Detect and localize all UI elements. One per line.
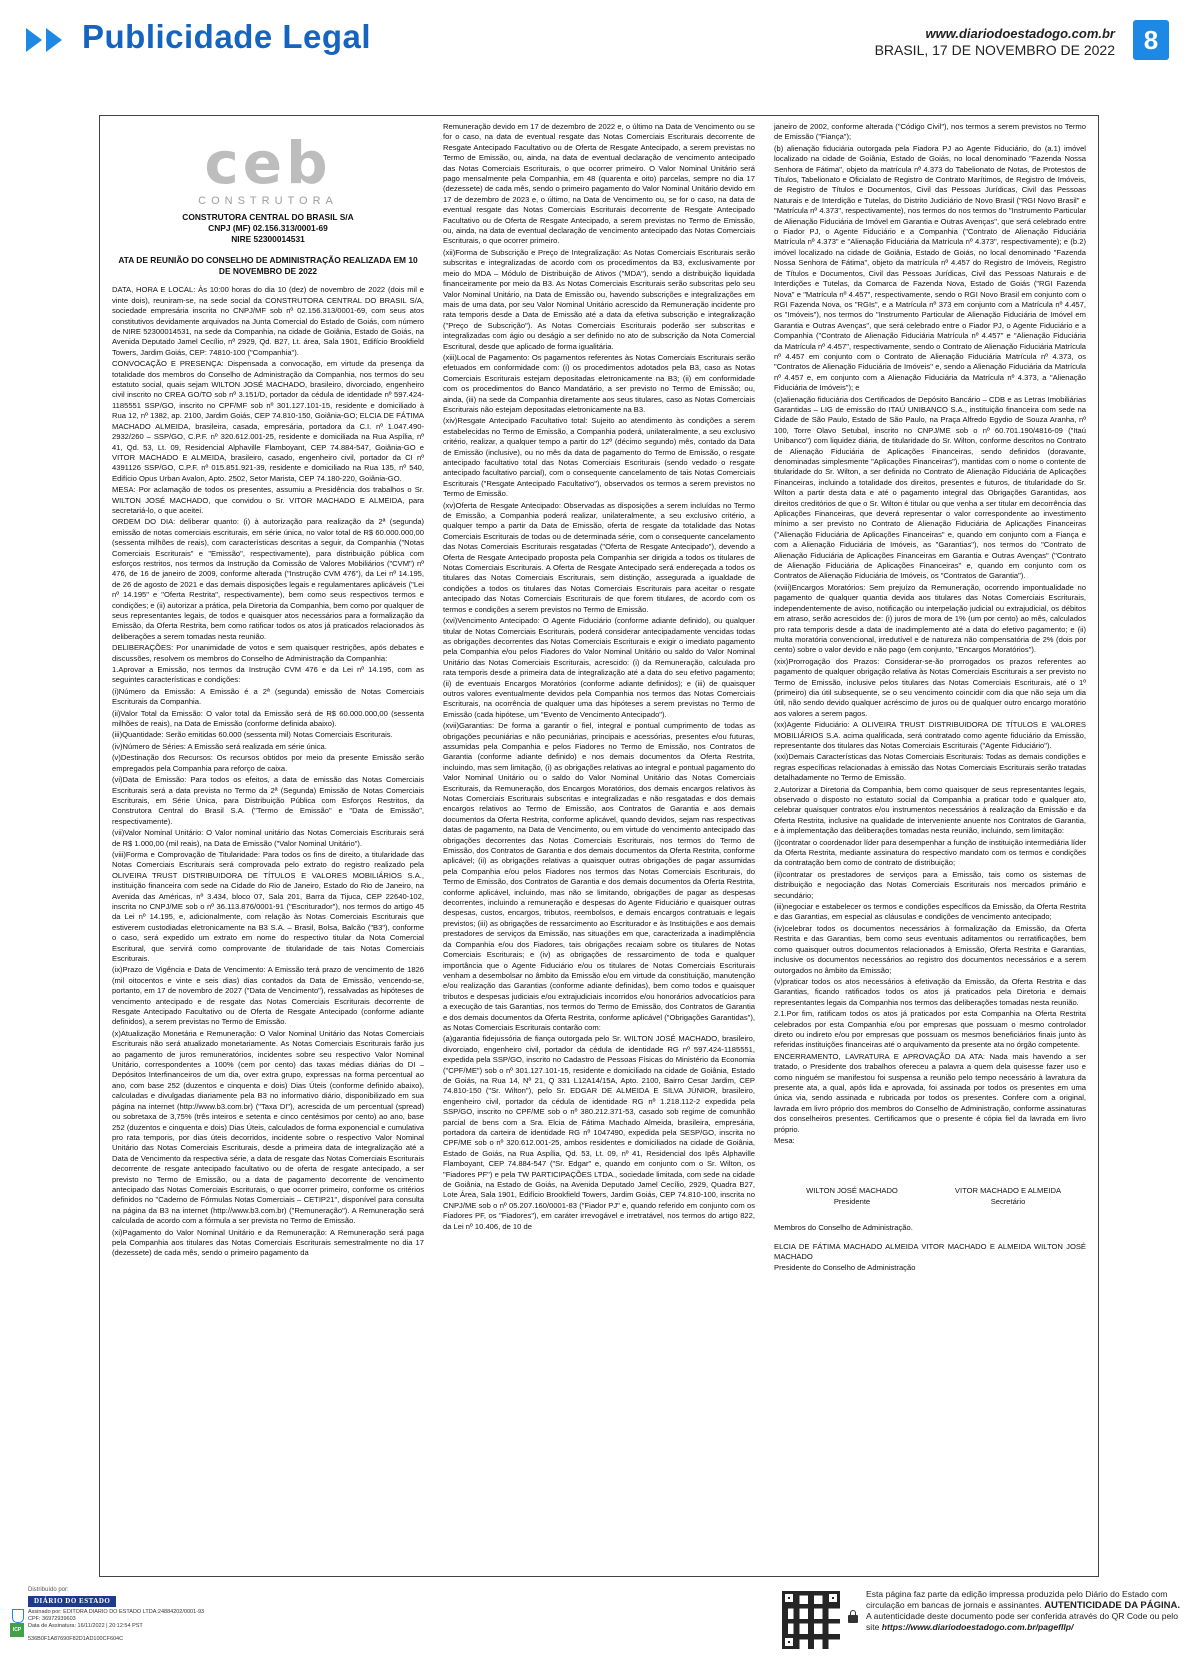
signed-by-label: Distribuído por: (28, 1587, 69, 1593)
paragraph: (x)Atualização Monetária e Remuneração: O Valor Nominal Unitário das Notas Comerciais Escriturais não será atualizado monetariamente. As Notas Comerciais Escriturais farão jus ao pagamento de juros remuneratórios, incidentes sobre seu respectivo Valor Nominal Unitário, correspondentes a 100% (cem por cento) das taxas médias diárias do DI – Depósitos Interfinanceiros de um dia, over extra grupo, expressas na forma percentual ao ano, com base 252 (duzentos e cinquenta e dois) Dias Úteis (conforme definido abaixo), calculadas e divulgadas diariamente pela B3 no informativo diário, disponibilizado em sua página na internet (http://www.b3.com.br) ("Taxa DI"), acrescida de um percentual (spread) ou sobretaxa de 3,75% (três inteiros e setenta e cinco centésimos por cento) ao ano, base 252 (duzentos e cinquenta e dois) Dias Úteis, calculados de forma exponencial e cumulativa pro rata temporis, por dias úteis decorridos, incidente sobre o respectivo Valor Nominal Unitário das Notas Comerciais Escriturais, desde a primeira data de integralização até a Data de Vencimento da respectiva série, a data de resgate das Notas Comerciais Escriturais decorrente de resgate antecipado facultativo ou de oferta de resgate antecipado, a ser previsto no Termo de Emissão, ou a data de pagamento decorrente de vencimento antecipado das Notas Comerciais Escriturais, o que ocorrer primeiro, conforme os critérios definidos no "Caderno de Fórmulas Notas Comerciais – CETIP21", disponível para consulta na página da B3 na internet (http://www.b3.com.br) ("Remuneração"). A Remuneração será calculada de acordo com a fórmula a ser prevista no Termo de Emissão. (112, 1028, 424, 1226)
authenticity-text (866, 1589, 1186, 1633)
column-3-text (774, 122, 1086, 1146)
paragraph: ORDEM DO DIA: deliberar quanto: (i) à autorização para realização da 2ª (segunda) emissão de notas comerciais escriturais, em série única, no valor total de R$ 60.000.000,00 (sessenta milhões de reais), com características descritas a seguir, da Companhia ("Notas Comerciais Escriturais" e "Emissão", respectivamente), para distribuição pública com esforços restritos, nos termos da Instrução da Comissão de Valores Mobiliários ("CVM") nº 476, de 16 de janeiro de 2009, conforme alterada ("Instrução CVM 476"), da Lei nº 14.195, de 26 de agosto de 2021 e das demais disposições legais e regulamentares aplicáveis ("Lei nº 14.195" e "Oferta Restrita", respectivamente), bem como seus respectivos termos e condições; e (ii) autorizar a prática, pela Diretoria da Companhia, bem como por qualquer de seus representantes legais, de todos e quaisquer atos necessários para a formalização da Emissão, da Oferta Restrita, bem como ratificar todos os atos já praticados relacionados às deliberações a serem tomadas nesta reunião. (112, 517, 424, 641)
paragraph: (ii)contratar os prestadores de serviços para a Emissão, tais como os sistemas de distribuição e negociação das Notas Comerciais Escriturais nos mercados primário e secundário; (774, 869, 1086, 900)
paragraph: (xxi)Demais Características das Notas Comerciais Escriturais: Todas as demais condições e regras específicas relacionadas à emissão das Notas Comerciais Escriturais serão tratadas detalhadamente no Termo de Emissão. (774, 752, 1086, 783)
signature-row (774, 1186, 1086, 1207)
section-title: Publicidade Legal (82, 18, 372, 55)
signature-name: WILTON JOSÉ MACHADO (806, 1186, 898, 1196)
ata-title: ATA DE REUNIÃO DO CONSELHO DE ADMINISTRAÇÃO REALIZADA EM 10 DE NOVEMBRO DE 2022 (118, 255, 418, 277)
signer-cpf: CPF: 36972939603 (28, 1616, 76, 1622)
paragraph: (xii)Forma de Subscrição e Preço de Integralização: As Notas Comerciais Escriturais serão subscritas e integralizadas de acordo com os procedimentos da B3, exclusivamente por meio do MDA – Módulo de Distribuição de Ativos ("MDA"), sendo a distribuição liquidada financeiramente por meio da B3. As Notas Comerciais Escriturais serão subscritas pelo seu Valor Nominal Unitário, na Data de Emissão ou, havendo subscrições e integralizações em mais de uma data, por seu Valor Nominal Unitário acrescido da Remuneração incidente pro rata temporis desde a Data de Emissão até a data da efetiva subscrição e integralização ("Preço de Subscrição"). As Notas Comerciais Escriturais poderão ser subscritas e integralizadas com ágio ou deságio a ser definido no ato de subscrição da Nota Comercial Escritural, desde que aplicado de forma igualitária. (443, 247, 755, 351)
page-header (0, 0, 1199, 92)
paragraph: janeiro de 2002, conforme alterada ("Código Civil"), nos termos a serem previstos no Termo de Emissão ("Fiança"); (774, 122, 1086, 142)
column-1 (112, 122, 424, 1570)
signer-line: Assinado por: EDITORA DIARIO DO ESTADO LTDA:24884202/0001-93 (28, 1609, 205, 1615)
company-nire: NIRE 52300014531 (231, 234, 305, 245)
paragraph: (xi)Pagamento do Valor Nominal Unitário e da Remuneração: A Remuneração será paga pela Companhia aos titulares das Notas Comerciais Escriturais semestralmente no dia 17 (dezessete) de cada mês, sendo o primeiro pagamento da (112, 1227, 424, 1258)
paragraph: (xx)Agente Fiduciário: A OLIVEIRA TRUST DISTRIBUIDORA DE TÍTULOS E VALORES MOBILIÁRIOS S.A. acima qualificada, será contratado como agente fiduciário da Emissão, representante dos titulares das Notas Comerciais Escriturais ("Agente Fiduciário"). (774, 720, 1086, 750)
paragraph: Mesa: (774, 1136, 795, 1145)
signature-secretary (938, 1186, 1078, 1207)
diario-do-estado-logo: DIÁRIO DO ESTADO (28, 1596, 116, 1607)
signature-date: Data de Assinatura: 16/11/2022 | 20:12:54 PST (28, 1623, 143, 1629)
members-names: ELCIA DE FÁTIMA MACHADO ALMEIDA VITOR MACHADO E ALMEIDA WILTON JOSÉ MACHADO (774, 1241, 1086, 1262)
qr-code[interactable] (782, 1591, 840, 1649)
logo-word: ceb (204, 129, 332, 197)
qr-corner (826, 1591, 840, 1605)
column-1-text (112, 285, 424, 1258)
chevron-right-icon (26, 28, 42, 52)
board-members (774, 1223, 1086, 1274)
column-2 (443, 122, 755, 1570)
paragraph: 2.1.Por fim, ratificam todos os atos já praticados por esta Companhia na Oferta Restrita celebrados por esta Companhia e/ou por empresas que possuam o mesmo controlador direto ou indireto e/ou por empresas que possuam os mesmos beneficiários finais junto às referidas instituições financeiras até o arquivamento da presente ata no órgão competente. (774, 1009, 1086, 1050)
paragraph: (a)garantia fidejussória de fiança outorgada pelo Sr. WILTON JOSÉ MACHADO, brasileiro, divorciado, engenheiro civil, portador da cédula de identidade RG nº 597.424-1185551, expedida pela SSP/GO, inscrito no Cadastro de Pessoas Físicas do Ministério da Economia ("CPF/ME") sob o nº 301.127.101-15, residente e domiciliado na cidade de Goiânia, Estado de Goiás, na Rua 14, Nº 21, Q 331 L12A14/15A, Apto. 2100, Bairro Cesar Jardim, CEP 74.810-150 ("Sr. Wilton"), pelo Sr. EDGAR DE ALMEIDA E SILVA JÚNIOR, brasileiro, engenheiro civil, portador da cédula de identidade RG nº 1.218.112-2 expedida pela SSP/GO, inscrito no CPF/ME sob o nº 380.212.371-53, casado sob regime de comunhão parcial de bens com a Sra. Elcia de Fátima Machado Almeida, brasileira, empresária, portadora da carteira de identidade RG nº 1047490, expedida pela SESP/GO, inscrita no CPF/ME sob o nº 320.612.001-25, ambos residentes e domiciliados na cidade de Goiânia, Estado de Goiás, na Rua Aspília, Qd. 53, Lt. 09, nº 41, Residencial dos Ipês Alphaville Flamboyant, CEP 74.884-547 ("Sr. Edgar" e, quando em conjunto com o Sr. Wilton, os "Fiadores PF") e pela TW PARTICIPAÇÕES LTDA., sociedade limitada, com sede na cidade de Goiânia, na Estado de Goiás, na Avenida Deputado Jamel Cecílio, 2929, Quadra B27, Lote Área, Sala 1901, Edifício Brookfield Towers, Jardim Goiás, CEP 74.810-100, inscrita no CNPJ/ME sob o nº 05.207.160/0001-83 ("Fiador PJ" e, quando referido em conjunto com os Fiadores PF, os "Fiadores"), em caráter irrevogável e irretratável, nos termos do artigo 822, da Lei nº 10.406, de 10 de (443, 1034, 755, 1231)
paragraph: (xvi)Vencimento Antecipado: O Agente Fiduciário (conforme adiante definido), ou qualquer titular de Notas Comerciais Escriturais, poderá considerar antecipadamente vencidas todas as obrigações decorrentes das Notas Comerciais Escriturais e exigir o imediato pagamento pela Companhia e/ou pelos Fiadores do Valor Nominal Unitário ou saldo do Valor Nominal Unitário das Notas Comerciais Escriturais, acrescido: (i) da Remuneração, calculada pro rata temporis desde a primeira data de integralização até a data do seu efetivo pagamento; (ii) de eventuais Encargos Moratórios (conforme adiante definidos); e (iii) de quaisquer outros valores eventualmente devidos pela Companhia nos termos das Notas Comerciais Escriturais, na ocorrência de qualquer uma das hipóteses a serem previstas no Termo de Emissão (cada hipótese, um "Evento de Vencimento Antecipado"). (443, 616, 755, 719)
lock-icon (848, 1615, 858, 1623)
column-2-text (443, 122, 755, 1232)
paragraph: (xix)Prorrogação dos Prazos: Considerar-se-ão prorrogados os prazos referentes ao pagamento de qualquer obrigação relativa às Notas Comerciais Escriturais a ser previsto no Termo de Emissão, inclusive pelos titulares das Notas Comerciais Escriturais, até o 1º (primeiro) dia útil subsequente, se o seu vencimento coincidir com dia que não seja um dia útil, não sendo devido qualquer acréscimo de juros ou de qualquer outro encargo moratório aos valores a serem pagos. (774, 656, 1086, 718)
chevron-right-icon (46, 28, 62, 52)
logo-subtitle: CONSTRUTORA (198, 195, 338, 207)
paragraph: (viii)Forma e Comprovação de Titularidade: Para todos os fins de direito, a titularidade das Notas Comerciais Escriturais será comprovada pelo extrato do registro realizado pela OLIVEIRA TRUST DISTRIBUIDORA DE TÍTULOS E VALORES MOBILIÁRIOS S.A., instituição financeira com sede na Cidade do Rio de Janeiro, Estado do Rio de Janeiro, na Avenida das Américas, nº 3.434, bloco 07, Sala 201, Barra da Tijuca, CEP 22640-102, inscrita no CNPJ/ME sob o nº 36.113.876/0001-91 ("Escriturador"), nos termos do artigo 45 da Lei nº 14.195, e, adicionalmente, com relação às Notas Comerciais Escriturais que estiverem custodiadas eletronicamente na B3 S.A. – Brasil, Bolsa, Balcão ("B3"), conforme o caso, será expedido um extrato em nome do respectivo titular da Nota Comercial Escritural, que servirá como comprovante de titularidade de tais Notas Comerciais Escriturais. (112, 849, 424, 963)
company-logo (148, 129, 388, 207)
paragraph: (vi)Data de Emissão: Para todos os efeitos, a data de emissão das Notas Comerciais Escriturais será a data prevista no Termo da 2ª (Segunda) Emissão de Notas Comerciais Escriturais, em Série Única, para Distribuição Pública com Esforços Restritos, da Construtora Central do Brasil S.A. ("Termo de Emissão" e "Data de Emissão", respectivamente). (112, 775, 424, 826)
paragraph: (xiii)Local de Pagamento: Os pagamentos referentes às Notas Comerciais Escriturais serão efetuados em conformidade com: (i) os procedimentos adotados pela B3, caso as Notas Comerciais Escriturais estejam depositadas eletronicamente na B3; (ii) em conformidade com os procedimentos do Banco Mandatário, a ser previsto no Termo de Emissão; ou, ainda, (iii) na sede da Companhia diretamente aos seus titulares, caso as Notas Comerciais Escriturais não estejam depositadas eletronicamente na B3. (443, 352, 755, 414)
company-header (112, 212, 424, 245)
company-cnpj: CNPJ (MF) 02.156.313/0001-69 (208, 223, 328, 234)
paragraph: (i)Número da Emissão: A Emissão é a 2ª (segunda) emissão de Notas Comerciais Escriturais da Companhia. (112, 686, 424, 707)
auth-title: AUTENTICIDADE DA PÁGINA. (1044, 1600, 1181, 1611)
paragraph: (iv)Número de Séries: A Emissão será realizada em série única. (112, 741, 327, 751)
paragraph: (xv)Oferta de Resgate Antecipado: Observadas as disposições a serem incluídas no Termo de Emissão, a Companhia poderá realizar, unilateralmente, a seu exclusivo critério, a qualquer tempo a partir da Data de Emissão, oferta de resgate da totalidade das Notas Comerciais Escriturais de todas ou de determinada série, com o consequente cancelamento das Notas Comerciais Escriturais resgatadas ("Oferta de Resgate Antecipado"), devendo a Oferta de Resgate Antecipado proposta pela Companhia ser dirigida a todos os titulares de Notas Comerciais Escriturais. A Oferta de Resgate Antecipado será endereçada a todos os titulares das Notas Comerciais Escriturais, sem distinção, assegurada a igualdade de condições a todos os titulares das Notas Comerciais Escriturais para aceitar o resgate antecipado das Notas Comerciais Escriturais de que forem titulares, de acordo com os termos e condições a serem previstos no Termo de Emissão. (443, 500, 755, 614)
paragraph: (b) alienação fiduciária outorgada pela Fiadora PJ ao Agente Fiduciário, do (a.1) imóvel localizado na cidade de Goiânia, Estado de Goiás, no local denominado "Fazenda Nossa Senhora de Fátima", objeto da matrícula nº 4.373 do Tabelionato de Notas, de Protestos de Títulos, Tabelionato e Oficialato de Registro de Contrato Marítimos, de Registro de Imóveis, de Registro de Títulos e Documentos, Civil das Pessoas Jurídicas, Civil das Pessoas Naturais e de Interdição e Tutelas, do Distrito Judiciário de Novo Brasil ("RGI Novo Brasil" e "Matrícula nº 4.373", respectivamente), nos termos do nos termos do "Instrumento Particular de Alienação Fiduciária de Imóvel em Garantia e Outras Avenças", que será celebrado entre o Fiador PJ, o Agente Fiduciário e a Companhia ("Contrato de Alienação Fiduciária Matrícula nº 4.373" e "Alienação Fiduciária da Matrícula nº 4.373", respectivamente); e (b.2) imóvel localizado na cidade de Goiânia, Estado de Goiás, no local denominado "Fazenda Nossa Senhora de Fátima", objeto da matrícula nº 4.457 do Registro de Imóveis, Registro de Títulos e Documentos, Civil das Pessoas Jurídicas, Civil das Pessoas Naturais e de Interdições e Tutelas, da Comarca de Fazenda Nova, Estado de Goiás ("RGI Fazenda Nova" e "Matrícula nº 4.457", respectivamente, sendo o RGI Novo Brasil em conjunto com o RGI Fazenda Nova, os "RGIs", e a Matrícula nº 373 em conjunto com a Matrícula nº 4.457, os "Imóveis"), nos termos do "Instrumento Particular de Alienação Fiduciária de Imóvel em Garantia e Outras Avenças", que será celebrado entre o Fiador PJ, o Agente Fiduciário e a Companhia ("Contrato de Alienação Fiduciária Matrícula nº 4.457" e "Alienação Fiduciária da Matrícula nº 4.457", respectivamente, sendo o Contrato de Alienação Fiduciária Matrícula nº 4.457 em conjunto com o Contrato de Alienação Fiduciária Matrícula nº 4.373, os "Contratos de Alienação Fiduciária de Imóveis" e, sendo a Alienação Fiduciária da Matrícula nº 4.457 e, em conjunto com a Alienação Fiduciária da Matrícula nº 4.373, a "Alienação Fiduciária de Imóveis"); e (774, 143, 1086, 393)
members-role: Presidente do Conselho de Administração (774, 1263, 916, 1273)
company-name: CONSTRUTORA CENTRAL DO BRASIL S/A (182, 212, 354, 223)
paragraph: (i)contratar o coordenador líder para desempenhar a função de instituição intermediária líder da Oferta Restrita, mediante assinatura do respectivo mandato com os termos e condições da contratação bem como de contrato de distribuição; (774, 837, 1086, 868)
page-footer (0, 1585, 1199, 1658)
paragraph: 1.Aprovar a Emissão, nos termos da Instrução CVM 476 e da Lei nº 14.195, com as seguintes características e condições: (112, 665, 424, 685)
auth-line-2: A autenticidade deste documento pode ser conferida através do QR Code ou pelo site (866, 1611, 1178, 1632)
qr-corner (782, 1635, 796, 1649)
paragraph: (iii)Quantidade: Serão emitidas 60.000 (sessenta mil) Notas Comerciais Escriturais. (112, 730, 393, 740)
paragraph: (ix)Prazo de Vigência e Data de Vencimento: A Emissão terá prazo de vencimento de 1826 (mil oitocentos e vinte e seis dias) dias contados da Data de Emissão, vencendo-se, portanto, em 17 de novembro de 2027 ("Data de Vencimento"), ressalvadas as hipóteses de vencimento antecipado e de resgate das Notas Comerciais Escriturais decorrente de Resgate Antecipado Facultativo ou de Oferta de Resgate Antecipado (conforme adiante definidos), a serem previstas no Termo de Emissão. (112, 965, 424, 1027)
auth-line-1: Esta página faz parte da edição impressa produzida pelo Diário do Estado com circulação em bancas de jornais e assinantes. (866, 1589, 1168, 1610)
paragraph: (xviii)Encargos Moratórios: Sem prejuízo da Remuneração, ocorrendo impontualidade no pagamento de qualquer quantia devida aos titulares das Notas Comerciais Escriturais, independentemente de aviso, notificação ou interpelação judicial ou extrajudicial, os débitos em atraso, serão acrescidos de: (i) juros de mora de 1% (um por cento) ao mês, calculados pro rata temporis desde a data de inadimplemento até a data do efetivo pagamento; e (ii) multa moratória convencional, irredutível e de natureza não compensatória de 2% (dois por cento) sobre o valor devido e não pago (em conjunto, "Encargos Moratórios"). (774, 582, 1086, 655)
paragraph: (xvii)Garantias: De forma a garantir o fiel, integral e pontual cumprimento de todas as obrigações pecuniárias e não pecuniárias, principais e acessórias, presentes e/ou futuras, assumidas pela Companhia e pelos Fiadores no Termo de Emissão, nos Contratos de Garantia (conforme adiante definido) e nos demais documentos da Oferta Restrita, incluindo, mas sem limitação, (i) as obrigações relativas ao integral e pontual pagamento do Valor Nominal Unitário ou o saldo do Valor Nominal Unitário das Notas Comerciais Escriturais, da Remuneração, dos Encargos Moratórios, dos demais encargos relativos às Notas Comerciais Escriturais subscritas e integralizadas e não resgatadas e dos demais encargos relativos ao Termo de Emissão, aos Contratos de Garantia e aos demais documentos da Oferta Restrita, conforme aplicável, quando devidos, sejam nas respectivas datas de pagamento, na Data de Vencimento, ou em virtude do vencimento antecipado das obrigações decorrentes das Notas Comerciais Escriturais, nos termos do Termo de Emissão, dos Contratos de Garantia e dos demais documentos da Oferta Restrita, conforme aplicável; (ii) as obrigações relativas a quaisquer outras obrigações de pagar assumidas pela Companhia e/ou pelos Fiadores nos termos das Notas Comerciais Escriturais, do Termo de Emissão, dos Contratos de Garantia e dos demais documentos da Oferta Restrita, conforme aplicável, incluindo, mas não se limitando, obrigações de pagar as despesas decorrentes, incluindo a remuneração e despesas do Agente Fiduciário e quaisquer outras despesas, custos, encargos, tributos, reembolsos, e demais encargos contratuais e legais previstos; (iii) as obrigações de ressarcimento ao Escriturador e às Instituições e aos demais prestadores de serviços da Emissão, nas situações em que, caracterizada a inadimplência da Companhia e/ou dos Fiadores, tais obrigações recaiam sobre os titulares de Notas Comerciais Escriturais; e (iv) as obrigações de ressarcimento de toda e qualquer importância que o Agente Fiduciário e/ou os titulares de Notas Comerciais Escriturais venham a desembolsar no âmbito da Emissão e/ou em virtude da constituição, manutenção e/ou realização das Garantias (conforme adiante definidas), bem como todos e quaisquer tributos e despesas judiciais e/ou extrajudiciais incorridos e/ou honorários advocatícios para a execução de tais Garantias, nos termos do Termo de Emissão, dos Contratos de Garantia e dos demais documentos da Oferta Restrita, conforme aplicável ("Obrigações Garantidas"), as Notas Comerciais Escriturais contarão com: (443, 721, 755, 1032)
column-3 (774, 122, 1086, 1570)
signature-president (782, 1186, 922, 1207)
digital-signature-box (8, 1587, 248, 1653)
members-label: Membros do Conselho de Administração. (774, 1223, 913, 1233)
authenticity-link[interactable]: https://www.diariodoestadogo.com.br/pagefllp/ (881, 1622, 1074, 1632)
paragraph: (vii)Valor Nominal Unitário: O Valor nominal unitário das Notas Comerciais Escriturais será de R$ 1.000,00 (mil reais), na Data de Emissão ("Valor Nominal Unitário"). (112, 828, 424, 848)
paragraph: (c)alienação fiduciária dos Certificados de Depósito Bancário – CDB e as Letras Imobiliárias Garantidas – LIG de emissão do ITAÚ UNIBANCO S.A., instituição financeira com sede na Cidade de São Paulo, Estado de São Paulo, na Praça Alfredo Egydio de Souza Aranha, nº 100, Torre Olavo Setubal, inscrito no CNPJ/ME sob o nº 60.701.190/4816-09 ("Itaú Unibanco") com liquidez diária, de titularidade do Sr. Wilton, conforme descritos no Contrato de Alienação Fiduciária de Aplicações Financeiras, sendo definidos (doravante, denominadas simplesmente "Aplicações Financeiras"), mantidas com o nome o contente de titularidade do Sr. Wilton, a ser definida no Contrato de Alienação Fiduciária de Aplicações Financeiras, incluindo a totalidade dos direitos, presentes e futuros, de titularidade do Sr. Wilton a partir desta data e até o pagamento integral das Obrigações Garantidas, aos direitos creditórios de que o Sr. Wilton é titular ou que venha a ser titular em decorrência das Aplicações Financeiras, que deverá representar o valor correspondente ao investimento mínimo a ser previsto no Contrato de Alienação Fiduciária de Aplicações Financeiras ("Alienação Fiduciária de Aplicações Financeiras" e, quando em conjunto com a Fiança e com a Alienação Fiduciária de Imóveis, as "Garantias"), nos termos do "Contrato de Alienação Fiduciária de Aplicações Financeiras em Garantia e Outras Avenças" ("Contrato de Alienação Fiduciária de Aplicações Financeiras" e, quando em conjunto com os Contratos de Alienação Fiduciária de Imóveis, os "Contratos de Garantia"). (774, 394, 1086, 581)
signature-role: Secretário (990, 1196, 1026, 1206)
paragraph: (iii)negociar e estabelecer os termos e condições específicos da Emissão, da Oferta Restrita e das Garantias, em especial as cláusulas e condições de vencimento antecipado; (774, 902, 1086, 922)
paragraph: DELIBERAÇÕES: Por unanimidade de votos e sem quaisquer restrições, após debates e discussões, resolvem os membros do Conselho de Administração da Companhia: (112, 643, 424, 663)
qr-corner (782, 1591, 796, 1605)
paragraph: (iv)celebrar todos os documentos necessários à formalização da Emissão, da Oferta Restrita e das Garantias, bem como seus eventuais aditamentos ou rerratificações, bem como quaisquer outros documentos relacionados à Emissão, Oferta Restrita e Garantias, inclusive os documentos necessários ao registro dos documentos necessários e a serem outorgados no âmbito da Emissão; (774, 923, 1086, 975)
paragraph: (xiv)Resgate Antecipado Facultativo total: Sujeito ao atendimento às condições a serem estabelecidas no Termo de Emissão, a Companhia poderá, unilateralmente, a seu exclusivo critério, realizar, a qualquer tempo a partir do 12º (décimo segundo) mês, contado da Data de Emissão (inclusive), ou no mês da data de pagamento do Termo de Emissão, o resgate antecipado facultativo total das Notas Comerciais Escriturais (sendo vedado o resgate antecipado facultativo parcial), com o consequente cancelamento de tais Notas Comerciais Escriturais ("Resgate Antecipado Facultativo"), observados os termos a serem previstos no Termo de Emissão. (443, 416, 755, 499)
paragraph: (v)praticar todos os atos necessários à efetivação da Emissão, da Oferta Restrita e das Garantias, ficando ratificados todos os atos já praticados pela Diretoria e demais representantes legais da Companhia nos termos das deliberações tomadas nesta reunião. (774, 976, 1086, 1007)
paragraph: Remuneração devido em 17 de dezembro de 2022 e, o último na Data de Vencimento ou se for o caso, na data de eventual resgate das Notas Comerciais Escriturais decorrente de Resgate Antecipado Facultativo ou de Oferta de Resgate Antecipado, a serem previstas no Termo de Emissão, ou, ainda, na data de eventual declaração de vencimento antecipado das Notas Comerciais Escriturais, o que ocorrer primeiro. O Valor Nominal Unitário será pago mensalmente pela Companhia, em 48 (quarenta e oito) parcelas, sempre no dia 17 (dezessete) de cada mês, sendo o primeiro pagamento do Valor Nominal Unitário devido em 17 de dezembro de 2023 e, o último, na Data de Vencimento ou, se for o caso, na data de eventual resgate das Notas Comerciais Escriturais decorrente de Resgate Antecipado Facultativo ou de Oferta de Resgate Antecipado, a serem previstas no Termo de Emissão, ou, ainda, na data de eventual declaração de vencimento antecipado das Notas Comerciais Escriturais, o que ocorrer primeiro. (443, 122, 755, 246)
edition-date: BRASIL, 17 DE NOVEMBRO DE 2022 (874, 42, 1115, 58)
paragraph: MESA: Por aclamação de todos os presentes, assumiu a Presidência dos trabalhos o Sr. WILTON JOSÉ MACHADO, que convidou o Sr. VITOR MACHADO E ALMEIDA, para secretariá-lo, o que aceitei. (112, 485, 424, 515)
paragraph: CONVOCAÇÃO E PRESENÇA: Dispensada a convocação, em virtude da presença da totalidade dos membros do Conselho de Administração da Companhia, nos termos do seu estatuto social, quais sejam WILTON JOSÉ MACHADO, brasileiro, divorciado, engenheiro civil inscrito no CREA GO/TO sob nº 3.151/D, portador da cédula de identidade nº 597.424-1185551 SSP/GO, inscrito no CPF/MF sob nº 301.127.101-15, residente e domiciliado à Rua 12, nº 1382, ap. 2100, Jardim Goiás, CEP 74.810-150, Goiânia-GO; ELCIA DE FÁTIMA MACHADO ALMEIDA, brasileira, casada, empresária, portadora da C.I. nº 1.047.490-2932/260 – SSP/GO, C.P.F. nº 320.612.001-25, residente e domiciliada na Rua Aspília, nº 41, Qd. 53, Lt. 09, Residencial Alphaville Flamboyant, CEP 74.884-547, Goiânia-GO e VITOR MACHADO E ALMEIDA, brasileiro, casado, engenheiro civil, portador da CI nº 4391126 SSP/GO, C.P.F. nº 015.851.921-39, residente e domiciliado na Rua 135, nº 540, Edifício Opus Urban Avalon, Apto. 2502, Setor Marista, CEP 74.180-220, Goiânia-GO. (112, 359, 424, 483)
paragraph: ENCERRAMENTO, LAVRATURA E APROVAÇÃO DA ATA: Nada mais havendo a ser tratado, o Presidente dos trabalhos ofereceu a palavra a quem dela quisesse fazer uso e como ninguém se manifestou foi suspensa a reunião pelo tempo necessário à lavratura da presente ata, a qual, após lida e aprovada, foi assinada por todos os presentes em uma única via, sendo assinada e rubricada por todos os presentes. Confere com a original, lavrada em livro próprio dos membros do Conselho de Administração, conforme assinaturas dos conselheiros presentes. Certificamos que o presente é cópia fiel da lavrada em livro próprio. (774, 1051, 1086, 1134)
paragraph: (v)Destinação dos Recursos: Os recursos obtidos por meio da presente Emissão serão empregados pela Companhia para reforço de caixa. (112, 753, 424, 773)
page-number-badge: 8 (1133, 20, 1169, 60)
signature-hash: 536B0F1A87690F82D1AD100CF604C (28, 1636, 124, 1642)
legal-notice-frame (99, 115, 1099, 1577)
icp-brasil-logo: ICP Brasil (10, 1623, 24, 1637)
paragraph: (ii)Valor Total da Emissão: O valor total da Emissão será de R$ 60.000.000,00 (sessenta milhões de reais), na Data de Emissão (conforme definida abaixo). (112, 708, 424, 729)
paragraph: DATA, HORA E LOCAL: Às 10:00 horas do dia 10 (dez) de novembro de 2022 (dois mil e vinte dois), reuniram-se, na sede social da CONSTRUTORA CENTRAL DO BRASIL S/A, sociedade empresária inscrita no CNPJ/MF sob nº 02.156.313/0001-69, com seus atos constitutivos devidamente arquivados na Junta Comercial do Estado de Goiás, com número de NIRE 52300014531, na sede da Companhia, na cidade de Goiânia, Estado de Goiás, na Avenida Deputado Jamel Cecílio, nº 2929, Qd. B27, Lt. área, Sala 1901, Edifício Brookfield Towers, Jardim Goiás, CEP: 74810-100 ("Companhia"). (112, 285, 424, 357)
shield-icon (12, 1609, 24, 1623)
paragraph: 2.Autorizar a Diretoria da Companhia, bem como quaisquer de seus representantes legais, observado o disposto no estatuto social da Companhia a praticar todo e qualquer ato, celebrar quaisquer contratos e/ou instrumentos necessários à realização da Emissão e da Oferta Restrita, inclusive na qualidade de interveniente anuente nos Contratos de Garantia, e à implementação das deliberações tomadas nesta reunião, incluindo, sem limitação: (774, 784, 1086, 836)
signature-role: Presidente (833, 1196, 871, 1206)
site-url[interactable]: www.diariodoestadogo.com.br (925, 26, 1115, 41)
signature-name: VITOR MACHADO E ALMEIDA (954, 1186, 1062, 1196)
